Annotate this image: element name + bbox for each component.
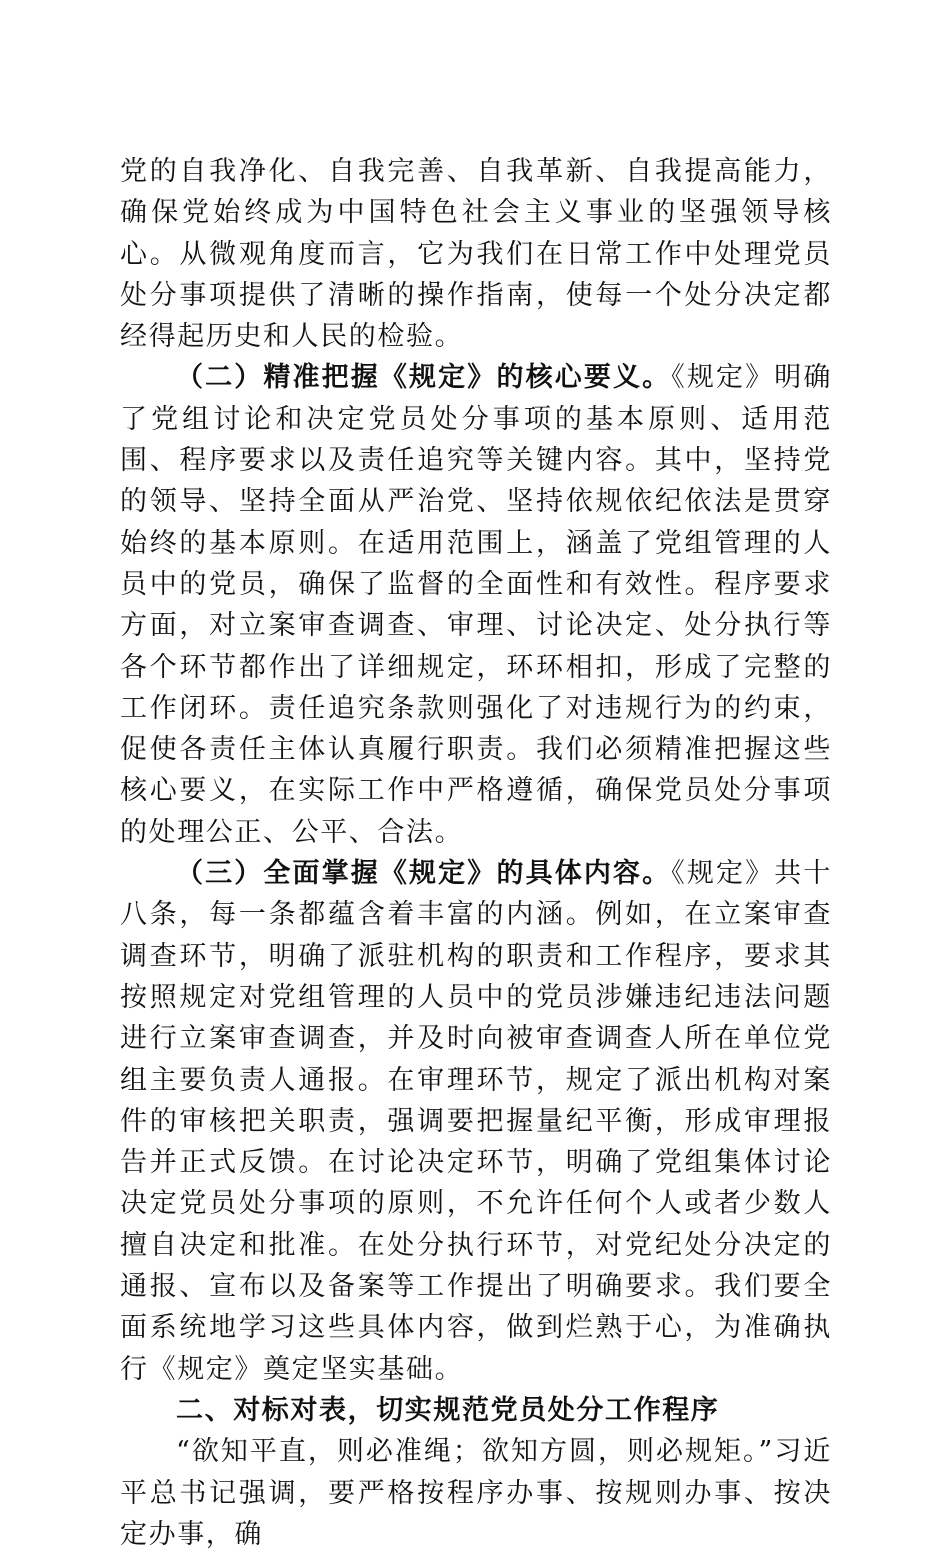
body-paragraph-continuation xyxy=(120,151,832,357)
section-heading: 二、对标对表，切实规范党员处分工作程序 xyxy=(176,1394,720,1426)
body-paragraph-core-essentials xyxy=(120,357,832,853)
paragraph-text: 《规定》明确了党组讨论和决定党员处分事项的基本原则、适用范围、程序要求以及责任追究等关键内容。其中，坚持党的领导、坚持全面从严治党、坚持依规依纪依法是贯穿始终的基本原则。在适用范围上，涵盖了党组管理的人员中的党员，确保了监督的全面性和有效性。程序要求方面，对立案审查调查、审理、讨论决定、处分执行等各个环节都作出了详细规定，环环相扣，形成了完整的工作闭环。责任追究条款则强化了对违规行为的约束，促使各责任主体认真履行职责。我们必须精准把握这些核心要义，在实际工作中严格遵循，确保党员处分事项的处理公正、公平、合法。 xyxy=(120,362,832,848)
paragraph-text: 党的自我净化、自我完善、自我革新、自我提高能力，确保党始终成为中国特色社会主义事业的坚强领导核心。从微观角度而言，它为我们在日常工作中处理党员处分事项提供了清晰的操作指南，使每一个处分决定都经得起历史和人民的检验。 xyxy=(120,156,832,353)
paragraph-text: 《规定》共十八条，每一条都蕴含着丰富的内涵。例如，在立案审查调查环节，明确了派驻机构的职责和工作程序，要求其按照规定对党组管理的人员中的党员涉嫌违纪违法问题进行立案审查调查，并及时向被审查调查人所在单位党组主要负责人通报。在审理环节，规定了派出机构对案件的审核把关职责，强调要把握量纪平衡，形成审理报告并正式反馈。在讨论决定环节，明确了党组集体讨论决定党员处分事项的原则，不允许任何个人或者少数人擅自决定和批准。在处分执行环节，对党纪处分决定的通报、宣布以及备案等工作提出了明确要求。我们要全面系统地学习这些具体内容，做到烂熟于心，为准确执行《规定》奠定坚实基础。 xyxy=(120,858,832,1385)
body-paragraph-specific-content xyxy=(120,853,832,1390)
document-page xyxy=(120,151,832,1555)
paragraph-lead-heading: （三）全面掌握《规定》的具体内容。 xyxy=(176,858,672,890)
body-paragraph-quote xyxy=(120,1431,832,1555)
paragraph-lead-heading: （二）精准把握《规定》的核心要义。 xyxy=(176,362,672,394)
paragraph-text: “欲知平直，则必准绳；欲知方圆，则必规矩。”习近平总书记强调，要严格按程序办事、按规则办事、按决定办事，确 xyxy=(120,1436,832,1550)
